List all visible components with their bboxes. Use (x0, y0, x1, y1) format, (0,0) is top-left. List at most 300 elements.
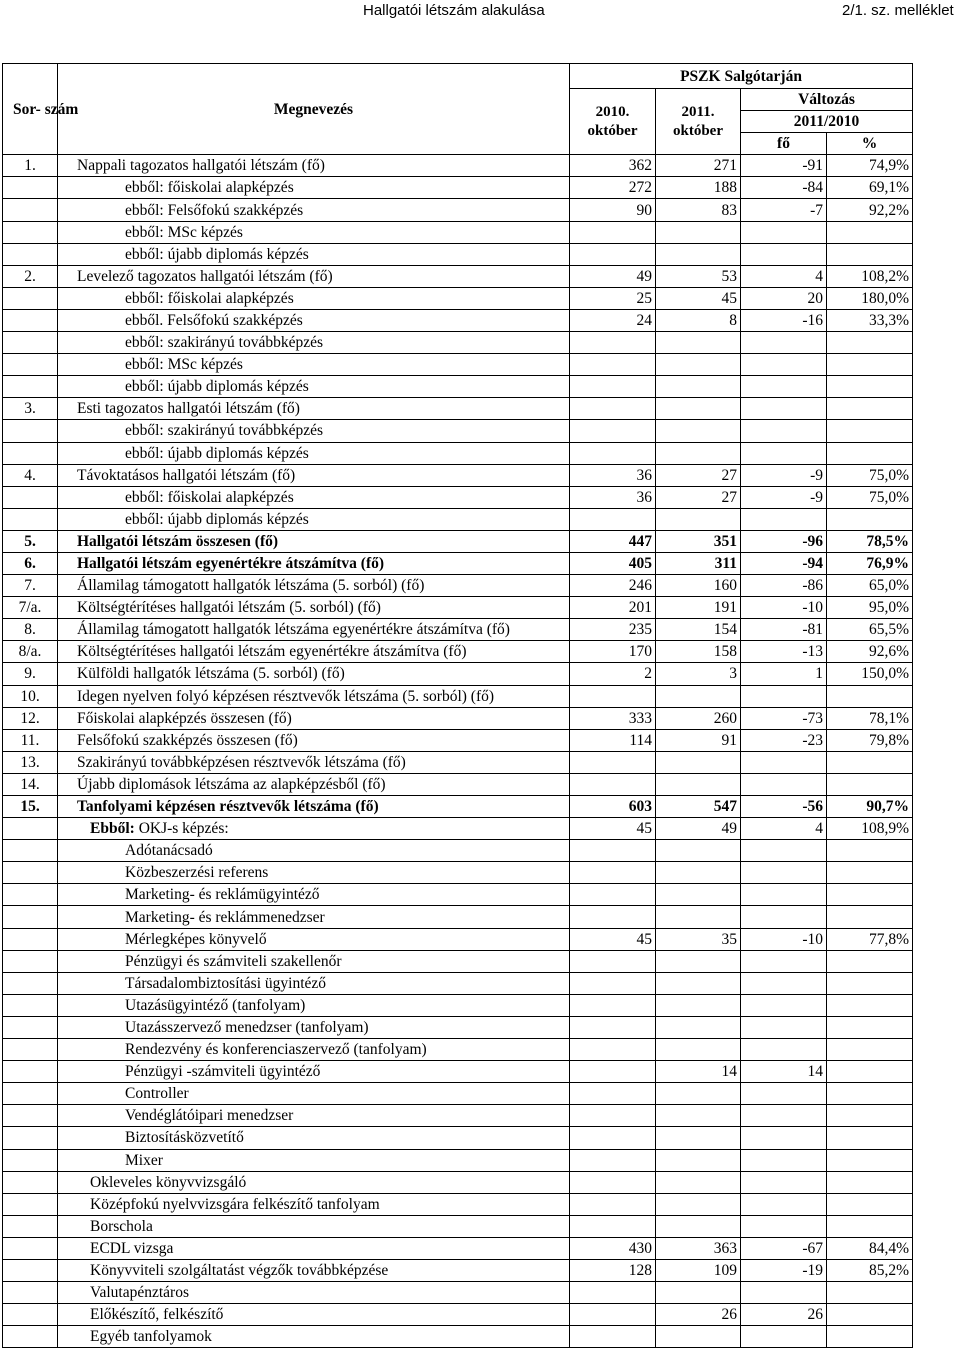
change-percent: 92,6% (827, 641, 913, 663)
row-label (58, 376, 570, 398)
row-label (58, 1039, 570, 1061)
value-2010: 24 (570, 309, 656, 331)
change-count: -96 (741, 530, 827, 552)
value-2010: 170 (570, 641, 656, 663)
row-label (58, 354, 570, 376)
change-percent: 108,9% (827, 818, 913, 840)
row-label (58, 619, 570, 641)
row-number: 7. (3, 575, 58, 597)
value-2010 (570, 773, 656, 795)
row-number: 8. (3, 619, 58, 641)
table-row (3, 619, 913, 641)
change-count (741, 1127, 827, 1149)
value-2010: 430 (570, 1237, 656, 1259)
row-label (58, 641, 570, 663)
table-row (3, 1061, 913, 1083)
row-label-text: Nappali tagozatos hallgatói létszám (fő) (77, 157, 325, 175)
row-number (3, 862, 58, 884)
change-count: -94 (741, 552, 827, 574)
row-label-text: Költségtérítéses hallgatói létszám egyenértékre átszámítva (fő) (77, 643, 467, 661)
value-2010 (570, 354, 656, 376)
change-count: 20 (741, 287, 827, 309)
value-2010: 49 (570, 265, 656, 287)
col-header-fo: fő (741, 133, 827, 155)
value-2011 (656, 972, 741, 994)
row-number (3, 1171, 58, 1193)
row-number (3, 1282, 58, 1304)
row-label (58, 420, 570, 442)
value-2011: 26 (656, 1304, 741, 1326)
change-percent (827, 398, 913, 420)
row-label (58, 1105, 570, 1127)
row-number (3, 508, 58, 530)
row-number (3, 884, 58, 906)
row-label-text: ebből: újabb diplomás képzés (125, 378, 309, 396)
row-label-text: ebből: Felsőfokú szakképzés (125, 201, 304, 219)
table-row (3, 1127, 913, 1149)
row-label-text: Biztosításközvetítő (125, 1129, 244, 1147)
change-percent (827, 1083, 913, 1105)
value-2010 (570, 840, 656, 862)
value-2010: 272 (570, 177, 656, 199)
row-number (3, 1061, 58, 1083)
row-label-text: Okleveles könyvvizsgáló (90, 1173, 247, 1191)
row-label (58, 1193, 570, 1215)
row-number (3, 1127, 58, 1149)
row-label (58, 287, 570, 309)
change-percent (827, 840, 913, 862)
row-label (58, 1215, 570, 1237)
change-count (741, 442, 827, 464)
row-number: 9. (3, 663, 58, 685)
change-percent: 77,8% (827, 928, 913, 950)
col-header-org: PSZK Salgótarján (570, 64, 913, 89)
table-row (3, 729, 913, 751)
row-label (58, 1149, 570, 1171)
value-2010: 405 (570, 552, 656, 574)
row-number: 12. (3, 707, 58, 729)
row-number (3, 1149, 58, 1171)
change-percent (827, 1016, 913, 1038)
table-row (3, 1259, 913, 1281)
change-count: -86 (741, 575, 827, 597)
row-label (58, 773, 570, 795)
row-number: 13. (3, 751, 58, 773)
row-number (3, 972, 58, 994)
row-label-text: Külföldi hallgatók létszáma (5. sorból) (fő) (77, 665, 345, 683)
row-label (58, 1127, 570, 1149)
value-2011 (656, 1016, 741, 1038)
change-percent (827, 1039, 913, 1061)
page-header (0, 0, 960, 30)
row-label (58, 1171, 570, 1193)
table-row (3, 508, 913, 530)
row-label-text: Hallgatói létszám egyenértékre átszámítva (fő) (77, 555, 385, 573)
change-count: -7 (741, 199, 827, 221)
row-label (58, 1259, 570, 1281)
table-row (3, 597, 913, 619)
col-header-pct: % (827, 133, 913, 155)
table-row (3, 199, 913, 221)
change-count (741, 1039, 827, 1061)
change-count: 14 (741, 1061, 827, 1083)
value-2010: 2 (570, 663, 656, 685)
value-2011 (656, 354, 741, 376)
table-row (3, 486, 913, 508)
table-row (3, 1237, 913, 1259)
change-percent (827, 950, 913, 972)
row-label-text: Egyéb tanfolyamok (90, 1328, 212, 1346)
table-row (3, 950, 913, 972)
row-number (3, 928, 58, 950)
value-2011 (656, 1171, 741, 1193)
value-2010 (570, 508, 656, 530)
value-2010: 90 (570, 199, 656, 221)
change-count: -10 (741, 597, 827, 619)
table-row (3, 309, 913, 331)
table-row (3, 221, 913, 243)
change-count (741, 1171, 827, 1193)
value-2010 (570, 884, 656, 906)
change-percent: 79,8% (827, 729, 913, 751)
value-2011: 547 (656, 796, 741, 818)
value-2011: 8 (656, 309, 741, 331)
row-label-text: Államilag támogatott hallgatók létszáma egyenértékre átszámítva (fő) (77, 621, 510, 639)
row-number (3, 287, 58, 309)
row-label (58, 751, 570, 773)
row-number (3, 221, 58, 243)
row-label (58, 1016, 570, 1038)
value-2010: 45 (570, 818, 656, 840)
row-number (3, 442, 58, 464)
value-2011: 27 (656, 464, 741, 486)
row-label (58, 1304, 570, 1326)
change-count: -91 (741, 155, 827, 177)
value-2010 (570, 442, 656, 464)
row-label (58, 707, 570, 729)
change-count (741, 1016, 827, 1038)
value-2010 (570, 1105, 656, 1127)
col-header-2010: 2010. október (570, 89, 656, 155)
table-row (3, 1039, 913, 1061)
row-label-text: ebből: újabb diplomás képzés (125, 510, 309, 528)
table-row (3, 884, 913, 906)
value-2010 (570, 221, 656, 243)
change-percent (827, 332, 913, 354)
value-2010 (570, 1304, 656, 1326)
row-number (3, 1039, 58, 1061)
row-number (3, 950, 58, 972)
row-label (58, 1237, 570, 1259)
value-2011: 188 (656, 177, 741, 199)
change-count (741, 508, 827, 530)
row-label-text: Hallgatói létszám összesen (fő) (77, 532, 279, 550)
change-percent: 108,2% (827, 265, 913, 287)
row-label-text: Utazásügyintéző (tanfolyam) (125, 996, 306, 1014)
table-row (3, 796, 913, 818)
col-header-2011: 2011. október (656, 89, 741, 155)
row-label-text: ebből: újabb diplomás képzés (125, 444, 309, 462)
change-percent (827, 420, 913, 442)
value-2011: 3 (656, 663, 741, 685)
value-2011 (656, 243, 741, 265)
row-label-text: Közbeszerzési referens (125, 864, 269, 882)
change-percent (827, 1171, 913, 1193)
change-count: -10 (741, 928, 827, 950)
table-row (3, 840, 913, 862)
change-count (741, 884, 827, 906)
change-percent (827, 1326, 913, 1348)
row-label (58, 508, 570, 530)
row-label-text: Pénzügyi és számviteli szakellenőr (125, 952, 342, 970)
row-label (58, 309, 570, 331)
change-percent: 90,7% (827, 796, 913, 818)
row-label (58, 464, 570, 486)
row-label (58, 796, 570, 818)
row-number: 8/a. (3, 641, 58, 663)
table-row (3, 243, 913, 265)
row-label-text: ebből: szakirányú továbbképzés (125, 422, 323, 440)
row-number (3, 376, 58, 398)
change-count (741, 751, 827, 773)
change-percent (827, 1149, 913, 1171)
table-row (3, 464, 913, 486)
row-label-text: ebből. Felsőfokú szakképzés (125, 311, 303, 329)
change-count: -9 (741, 486, 827, 508)
change-percent: 150,0% (827, 663, 913, 685)
value-2011 (656, 1105, 741, 1127)
row-label (58, 994, 570, 1016)
table-row (3, 552, 913, 574)
change-count (741, 1215, 827, 1237)
value-2010: 362 (570, 155, 656, 177)
value-2011: 311 (656, 552, 741, 574)
value-2011 (656, 950, 741, 972)
table-row (3, 773, 913, 795)
table-row (3, 1016, 913, 1038)
change-count (741, 398, 827, 420)
table-row (3, 1215, 913, 1237)
value-2010: 333 (570, 707, 656, 729)
change-count (741, 420, 827, 442)
row-label (58, 243, 570, 265)
table-row (3, 155, 913, 177)
change-percent: 75,0% (827, 464, 913, 486)
value-2010: 246 (570, 575, 656, 597)
row-label-text: Főiskolai alapképzés összesen (fő) (77, 709, 292, 727)
value-2010: 201 (570, 597, 656, 619)
row-label-text: Marketing- és reklámmenedzser (125, 908, 325, 926)
value-2011: 49 (656, 818, 741, 840)
row-label (58, 818, 570, 840)
change-percent: 85,2% (827, 1259, 913, 1281)
row-label-text: ebből: főiskolai alapképzés (125, 488, 294, 506)
value-2011 (656, 508, 741, 530)
row-number (3, 332, 58, 354)
table-row (3, 906, 913, 928)
value-2011 (656, 221, 741, 243)
value-2011 (656, 1282, 741, 1304)
row-label-text: Társadalombiztosítási ügyintéző (125, 974, 327, 992)
col-header-valtozas: Változás (741, 89, 913, 111)
value-2010 (570, 398, 656, 420)
table-row (3, 265, 913, 287)
value-2010 (570, 1127, 656, 1149)
value-2010 (570, 1016, 656, 1038)
change-count: -19 (741, 1259, 827, 1281)
col-header-sorszam: Sor- szám (3, 64, 58, 155)
row-label (58, 950, 570, 972)
row-label-text: Mixer (125, 1151, 163, 1169)
table-row (3, 420, 913, 442)
change-percent: 75,0% (827, 486, 913, 508)
value-2010 (570, 994, 656, 1016)
change-percent: 76,9% (827, 552, 913, 574)
change-percent: 74,9% (827, 155, 913, 177)
table-row (3, 376, 913, 398)
value-2011 (656, 1083, 741, 1105)
table-row (3, 1282, 913, 1304)
change-percent (827, 1304, 913, 1326)
change-percent (827, 243, 913, 265)
value-2011 (656, 685, 741, 707)
row-number: 2. (3, 265, 58, 287)
change-percent (827, 1282, 913, 1304)
table-row (3, 1083, 913, 1105)
value-2011: 158 (656, 641, 741, 663)
value-2011: 160 (656, 575, 741, 597)
row-number (3, 818, 58, 840)
change-percent (827, 1061, 913, 1083)
row-number: 14. (3, 773, 58, 795)
row-label-text: ebből: MSc képzés (125, 356, 243, 374)
row-label (58, 840, 570, 862)
change-count (741, 376, 827, 398)
value-2011: 53 (656, 265, 741, 287)
row-label (58, 199, 570, 221)
row-label (58, 597, 570, 619)
change-percent (827, 994, 913, 1016)
row-label (58, 729, 570, 751)
value-2010: 25 (570, 287, 656, 309)
change-count (741, 1149, 827, 1171)
value-2011 (656, 1326, 741, 1348)
change-count: 1 (741, 663, 827, 685)
row-number: 7/a. (3, 597, 58, 619)
change-percent (827, 972, 913, 994)
value-2011 (656, 1039, 741, 1061)
row-label (58, 221, 570, 243)
value-2011: 351 (656, 530, 741, 552)
row-number (3, 1237, 58, 1259)
change-count: -13 (741, 641, 827, 663)
value-2010 (570, 751, 656, 773)
row-number: 4. (3, 464, 58, 486)
row-label-text: Adótanácsadó (125, 842, 213, 860)
row-label (58, 884, 570, 906)
change-percent (827, 773, 913, 795)
change-count (741, 1326, 827, 1348)
change-percent: 65,5% (827, 619, 913, 641)
row-number (3, 1083, 58, 1105)
value-2011: 91 (656, 729, 741, 751)
value-2010: 447 (570, 530, 656, 552)
change-count: -9 (741, 464, 827, 486)
row-label (58, 1083, 570, 1105)
row-label-text: Esti tagozatos hallgatói létszám (fő) (77, 400, 300, 418)
col-header-period: 2011/2010 (741, 111, 913, 133)
value-2011 (656, 862, 741, 884)
row-label-prefix: Ebből: (90, 820, 135, 838)
row-number (3, 486, 58, 508)
change-percent: 84,4% (827, 1237, 913, 1259)
row-number (3, 243, 58, 265)
row-label (58, 1061, 570, 1083)
change-count (741, 1105, 827, 1127)
row-label-text: Újabb diplomások létszáma az alapképzésből (fő) (77, 775, 386, 793)
value-2010 (570, 906, 656, 928)
row-label-text: Felsőfokú szakképzés összesen (fő) (77, 731, 298, 749)
value-2011 (656, 420, 741, 442)
row-number: 5. (3, 530, 58, 552)
change-count (741, 950, 827, 972)
change-count: -56 (741, 796, 827, 818)
value-2011: 271 (656, 155, 741, 177)
change-percent: 65,0% (827, 575, 913, 597)
change-percent (827, 1193, 913, 1215)
value-2011: 45 (656, 287, 741, 309)
row-label (58, 1282, 570, 1304)
table-row (3, 928, 913, 950)
row-label-text: Controller (125, 1085, 189, 1103)
value-2011 (656, 1193, 741, 1215)
value-2010 (570, 376, 656, 398)
row-label (58, 155, 570, 177)
value-2010 (570, 1039, 656, 1061)
change-count (741, 906, 827, 928)
table-row (3, 354, 913, 376)
row-number: 15. (3, 796, 58, 818)
value-2011 (656, 1149, 741, 1171)
row-number (3, 420, 58, 442)
row-label-text: ebből: főiskolai alapképzés (125, 179, 294, 197)
value-2010 (570, 1171, 656, 1193)
change-percent: 95,0% (827, 597, 913, 619)
value-2011 (656, 994, 741, 1016)
row-label-text: Távoktatásos hallgatói létszám (fő) (77, 466, 296, 484)
value-2011 (656, 840, 741, 862)
change-percent (827, 906, 913, 928)
value-2010: 603 (570, 796, 656, 818)
value-2011 (656, 332, 741, 354)
value-2011 (656, 376, 741, 398)
value-2010 (570, 1061, 656, 1083)
row-label-text: Vendéglátóipari menedzser (125, 1107, 294, 1125)
row-label-text: ECDL vizsga (90, 1239, 174, 1257)
row-number (3, 1326, 58, 1348)
value-2010 (570, 420, 656, 442)
value-2011: 109 (656, 1259, 741, 1281)
change-count: -67 (741, 1237, 827, 1259)
appendix-label: 2/1. sz. melléklet (842, 2, 954, 19)
row-label-text: Tanfolyami képzésen résztvevők létszáma (fő) (77, 798, 379, 816)
change-percent (827, 442, 913, 464)
value-2010 (570, 1149, 656, 1171)
value-2011 (656, 884, 741, 906)
row-number (3, 1259, 58, 1281)
value-2011: 27 (656, 486, 741, 508)
change-count: -16 (741, 309, 827, 331)
